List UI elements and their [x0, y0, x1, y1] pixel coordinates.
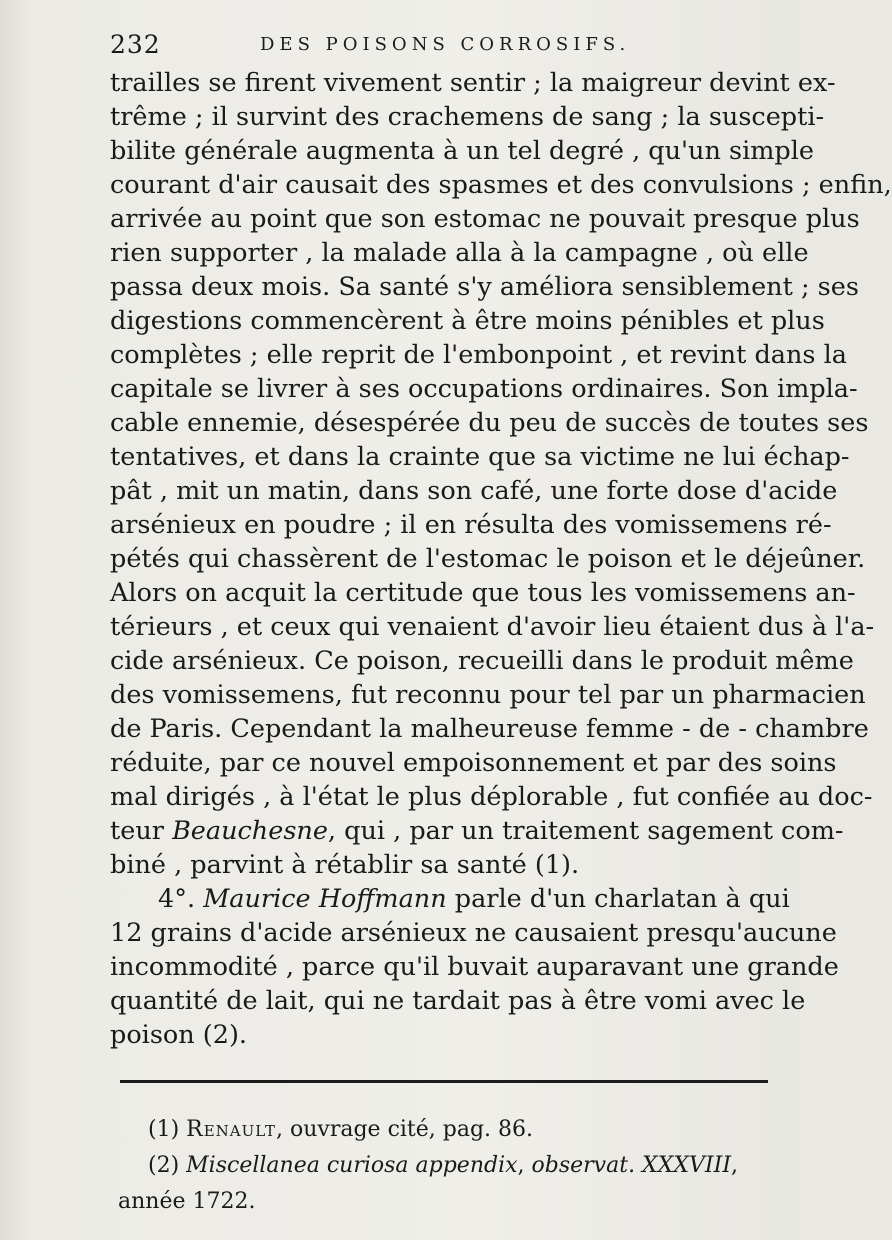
text-line: digestions commencèrent à être moins pénibles et plus	[110, 306, 825, 336]
text-line: pât , mit un matin, dans son café, une forte dose d'acide	[110, 476, 838, 506]
page-number: 232	[110, 30, 161, 59]
person-name: Beauchesne	[172, 816, 328, 846]
page-header	[110, 30, 770, 60]
footnote-author: Renault	[186, 1117, 277, 1142]
text-line: complètes ; elle reprit de l'embonpoint , et revint dans la	[110, 340, 847, 370]
text-line: trailles se firent vivement sentir ; la maigreur devint ex-	[110, 68, 836, 98]
footnote-marker: (1)	[148, 1117, 187, 1142]
footnote-2-continuation: année 1722.	[118, 1189, 256, 1214]
text-line: de Paris. Cependant la malheureuse femme - de - chambre	[110, 714, 869, 744]
text-line: mal dirigés , à l'état le plus déplorable , fut confiée au doc-	[110, 782, 873, 812]
text-line	[110, 814, 844, 848]
footnote-text: ,	[731, 1153, 739, 1178]
text-line: cide arsénieux. Ce poison, recueilli dans le produit même	[110, 646, 854, 676]
text-line: poison (2).	[110, 1020, 248, 1050]
text-line: pétés qui chassèrent de l'estomac le poison et le déjeûner.	[110, 544, 866, 574]
footnote-1	[118, 1112, 770, 1148]
text-line: tentatives, et dans la crainte que sa victime ne lui échap-	[110, 442, 850, 472]
footnote-title: Miscellanea curiosa appendix	[186, 1153, 518, 1178]
text-line: réduite, par ce nouvel empoisonnement et par des soins	[110, 748, 837, 778]
paragraph-start-line	[110, 882, 790, 916]
text-line: incommodité , parce qu'il buvait auparavant une grande	[110, 952, 839, 982]
footnote-2	[118, 1148, 770, 1184]
text-line: trême ; il survint des crachemens de sang ; la suscepti-	[110, 102, 825, 132]
text-line: bilite générale augmenta à un tel degré , qu'un simple	[110, 136, 815, 166]
footnote-text: , ouvrage cité, pag. 86.	[276, 1117, 534, 1142]
text-fragment: , qui , par un traitement sagement com-	[327, 816, 844, 846]
footnote-text: ,	[517, 1153, 532, 1178]
footnote-marker: (2)	[148, 1153, 187, 1178]
text-fragment: teur	[110, 816, 173, 846]
text-fragment: parle d'un charlatan à qui	[446, 884, 790, 914]
text-line: Alors on acquit la certitude que tous les vomissemens an-	[110, 578, 856, 608]
body-text	[110, 66, 892, 1052]
text-line: courant d'air causait des spasmes et des convulsions ; enfin,	[110, 170, 892, 200]
text-line: cable ennemie, désespérée du peu de succès de toutes ses	[110, 408, 869, 438]
footnote-observation: observat. XXXVIII	[531, 1153, 732, 1178]
footnote-rule	[120, 1080, 768, 1083]
text-line: capitale se livrer à ses occupations ordinaires. Son impla-	[110, 374, 858, 404]
paragraph-number: 4°.	[158, 884, 204, 914]
person-name: Maurice Hoffmann	[203, 884, 447, 914]
running-head: DES POISONS CORROSIFS.	[260, 34, 631, 55]
text-line: des vomissemens, fut reconnu pour tel par un pharmacien	[110, 680, 866, 710]
text-line: passa deux mois. Sa santé s'y améliora sensiblement ; ses	[110, 272, 859, 302]
text-line: arrivée au point que son estomac ne pouvait presque plus	[110, 204, 860, 234]
text-line: térieurs , et ceux qui venaient d'avoir lieu étaient dus à l'a-	[110, 612, 875, 642]
text-line: arsénieux en poudre ; il en résulta des vomissemens ré-	[110, 510, 832, 540]
text-line: biné , parvint à rétablir sa santé (1).	[110, 850, 580, 880]
text-line: rien supporter , la malade alla à la campagne , où elle	[110, 238, 809, 268]
text-line: 12 grains d'acide arsénieux ne causaient presqu'aucune	[110, 918, 837, 948]
footnotes	[118, 1112, 770, 1220]
text-line: quantité de lait, qui ne tardait pas à être vomi avec le	[110, 986, 806, 1016]
